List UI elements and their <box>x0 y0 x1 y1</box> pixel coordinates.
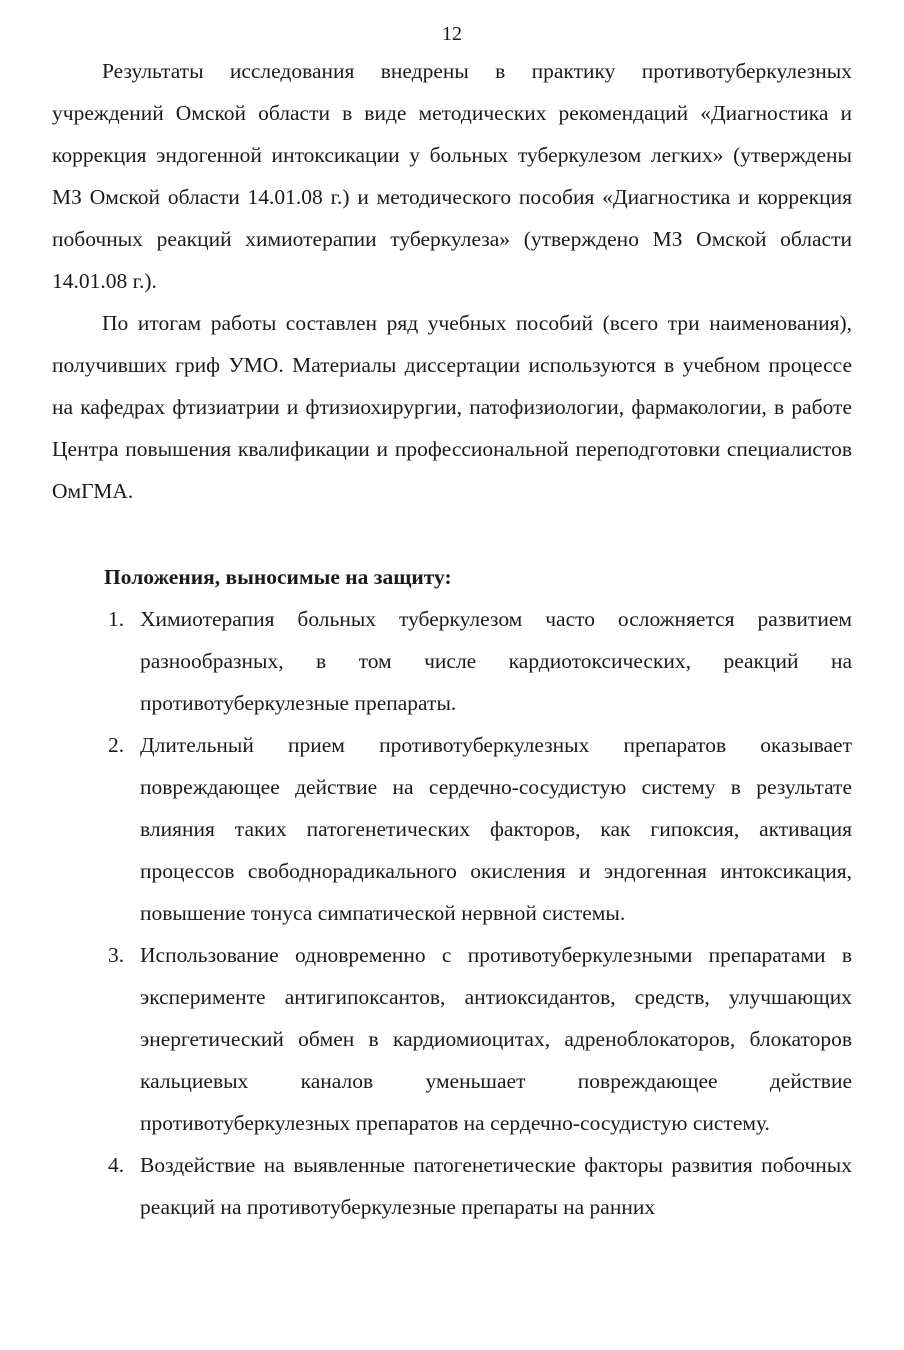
list-item <box>52 724 852 934</box>
list-item-text: Химиотерапия больных туберкулезом часто осложняется развитием разнообразных, в том числе кардиотоксических, реакций на противотуберкулезные препараты. <box>140 607 852 715</box>
list-item-number: 3. <box>108 943 125 967</box>
list-item-number: 2. <box>108 733 125 757</box>
list-item <box>52 598 852 724</box>
list-item-text: Воздействие на выявленные патогенетические факторы развития побочных реакций на противотуберкулезные препараты на ранних <box>140 1153 852 1219</box>
list-item-number: 1. <box>108 607 125 631</box>
list-item <box>52 1144 852 1228</box>
theses-list <box>52 598 852 1228</box>
list-item-number: 4. <box>108 1153 125 1177</box>
paragraph-implementation: Результаты исследования внедрены в практику противотуберкулезных учреждений Омской области в виде методических рекомендаций «Диагностика и коррекция эндогенной интоксикации у больных туберкулезом легких» (утверждены МЗ Омской области 14.01.08 г.) и методического пособия «Диагностика и коррекция побочных реакций химиотерапии туберкулеза» (утверждено МЗ Омской области 14.01.08 г.). <box>52 59 852 293</box>
section-heading: Положения, выносимые на защиту: <box>104 565 452 589</box>
body-text <box>52 50 852 512</box>
theses-section <box>52 556 852 1228</box>
list-item-text: Использование одновременно с противотуберкулезными препаратами в эксперименте антигипоксантов, антиоксидантов, средств, улучшающих энергетический обмен в кардиомиоцитах, адреноблокаторов, блокаторов кальциевых каналов уменьшает повреждающее действие противотуберкулезных препаратов на сердечно-сосудистую систему. <box>140 943 852 1135</box>
list-item <box>52 934 852 1144</box>
paragraph-teaching-materials: По итогам работы составлен ряд учебных пособий (всего три наименования), получивших гриф УМО. Материалы диссертации используются в учебном процессе на кафедрах фтизиатрии и фтизиохирургии, патофизиологии, фармакологии, в работе Центра повышения квалификации и профессиональной переподготовки специалистов ОмГМА. <box>52 311 852 503</box>
list-item-text: Длительный прием противотуберкулезных препаратов оказывает повреждающее действие на сердечно-сосудистую систему в результате влияния таких патогенетических факторов, как гипоксия, активация процессов свободнорадикального окисления и эндогенная интоксикация, повышение тонуса симпатической нервной системы. <box>140 733 852 925</box>
page-number: 12 <box>442 23 462 45</box>
